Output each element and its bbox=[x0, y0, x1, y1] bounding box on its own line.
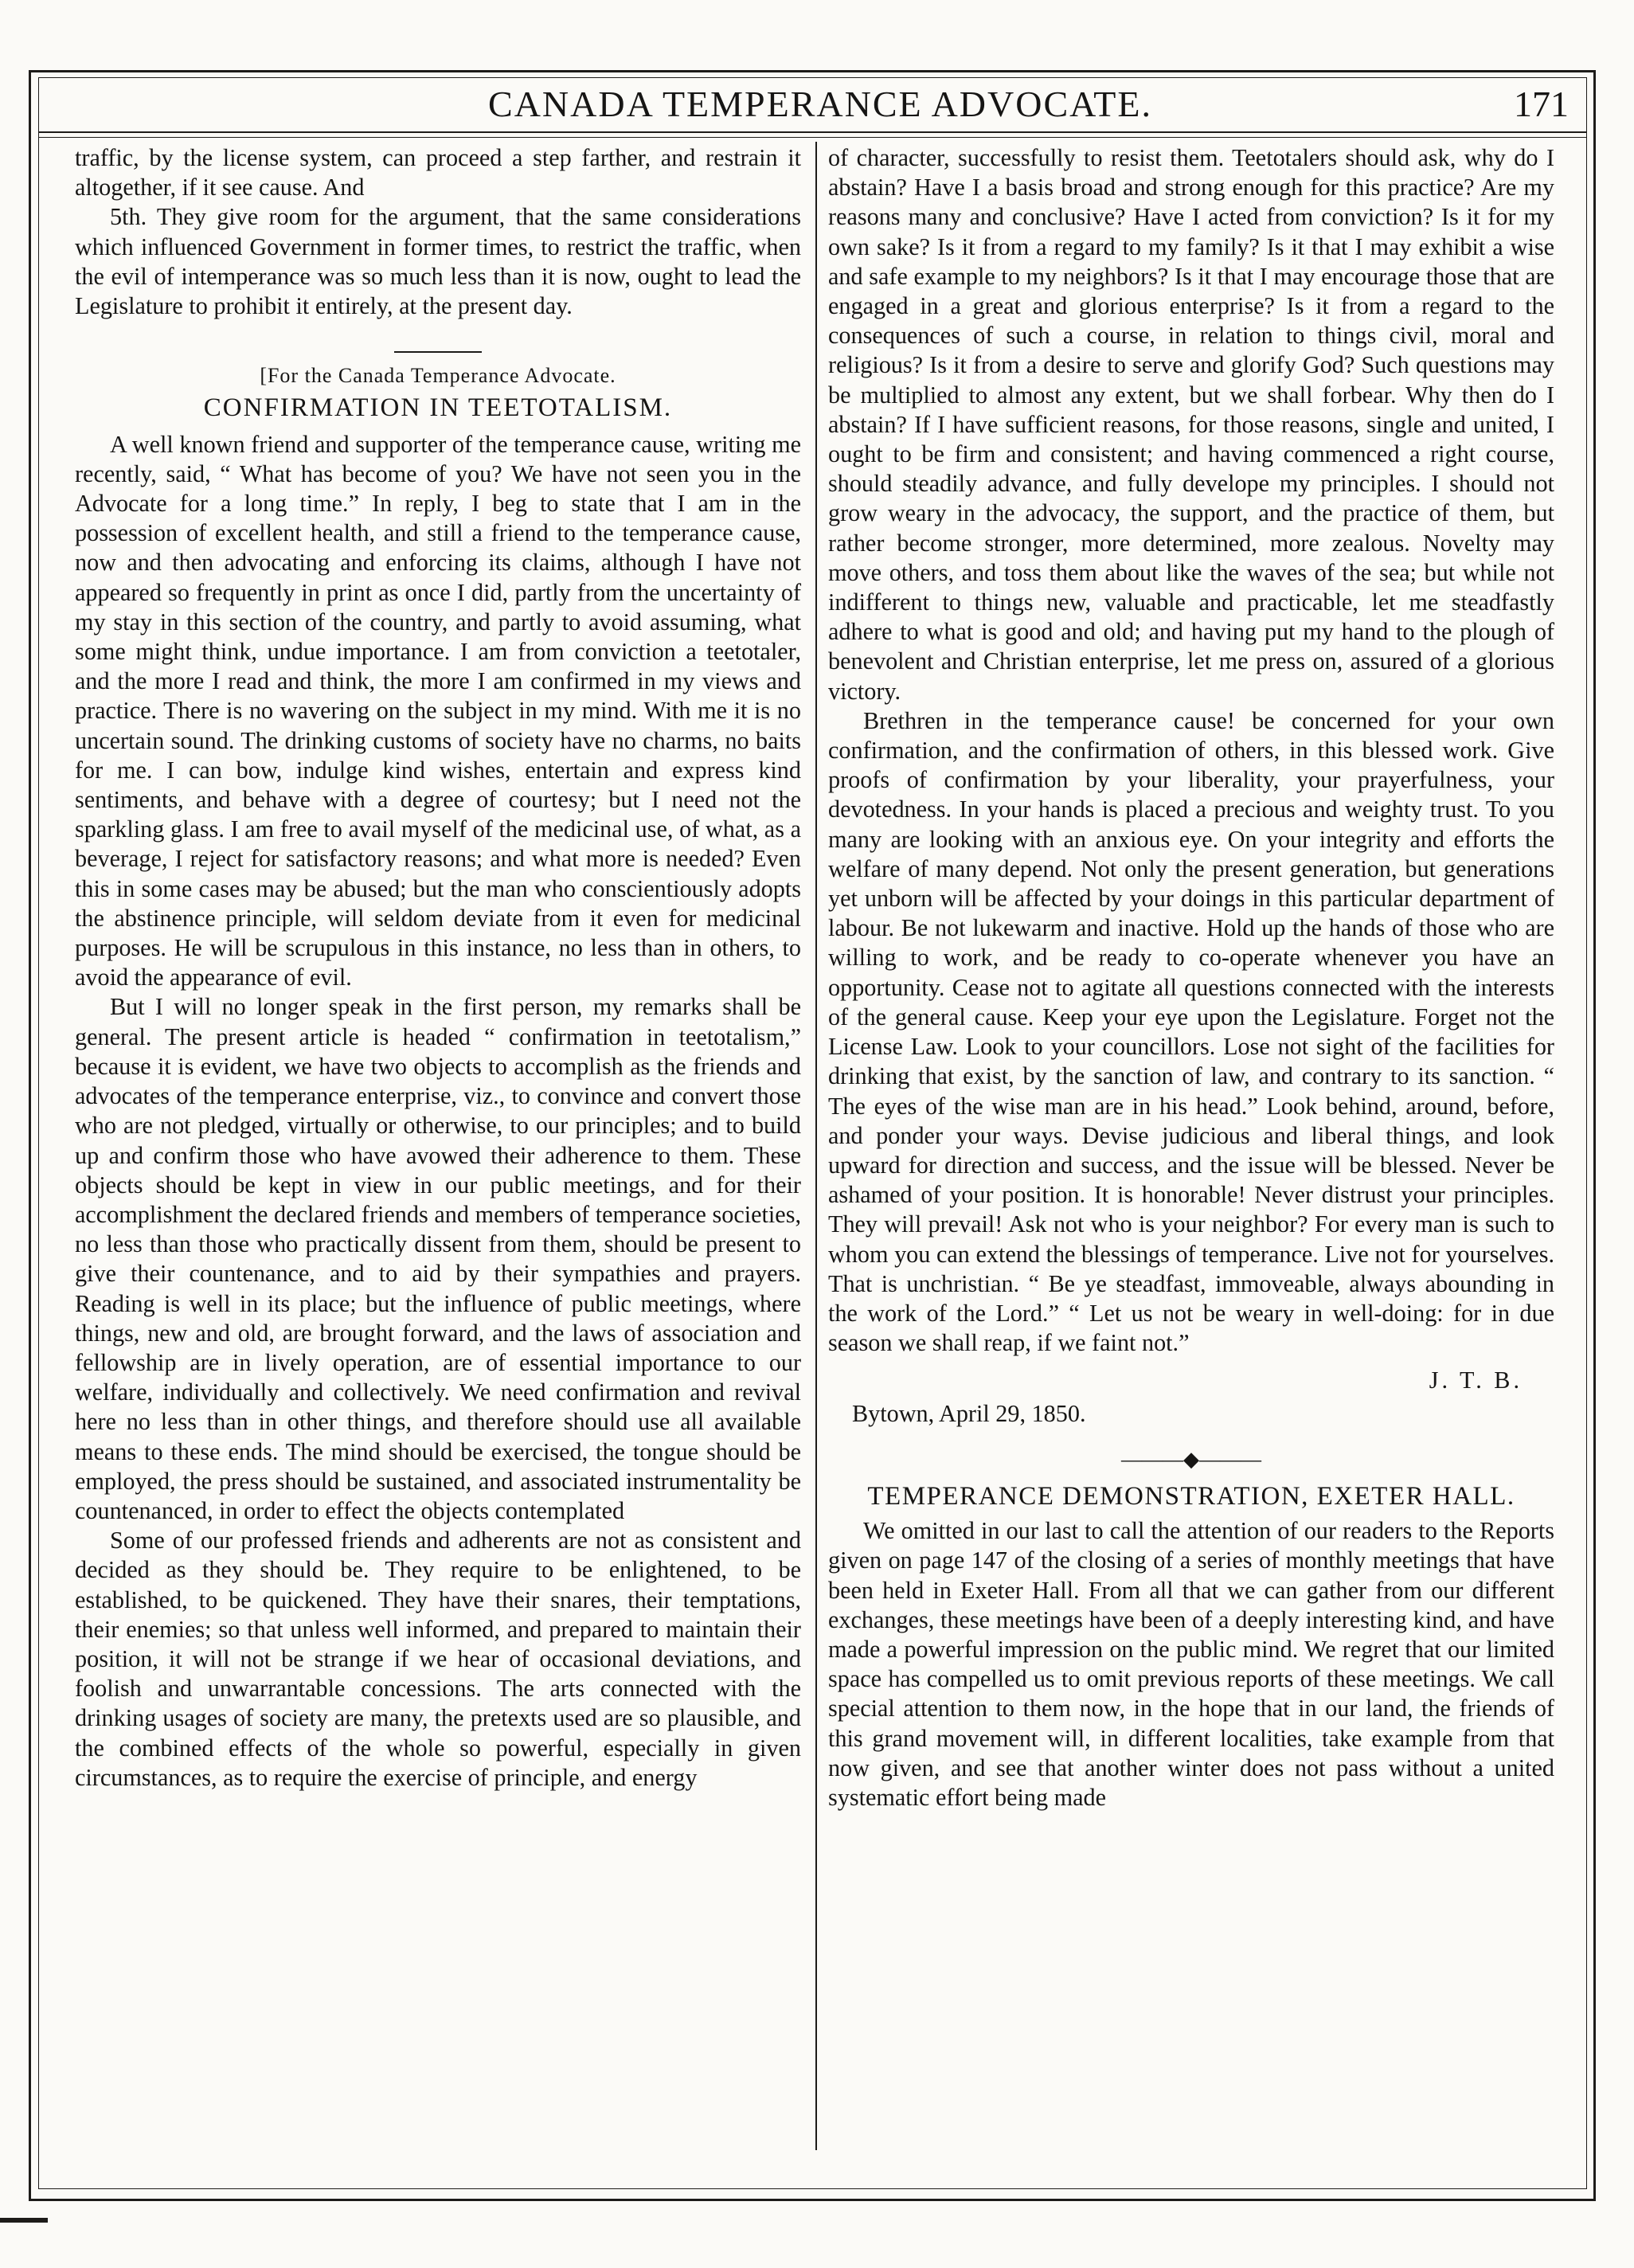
column-divider bbox=[815, 142, 817, 2150]
dateline: Bytown, April 29, 1850. bbox=[852, 1399, 1086, 1427]
ornamental-rule: ———◆——— bbox=[1121, 1447, 1261, 1471]
page-number: 171 bbox=[1514, 84, 1569, 124]
header-rule bbox=[38, 131, 1587, 133]
article-paragraph-continued: of character, successfully to resist them. Teetotalers should ask, why do I abstain? Have I a basis broad and strong enough for this practice? Are my reasons many and conclusive? Have I acted from conviction? Is it for my own sake? Is it from a regard to my family? Is it that I may exhibit a wise and safe example to my neighbors? Is it that I may encourage those that are engaged in a great and glorious enterprise? Is it from a regard to the consequences of such a course, in relation to things civil, moral and religious? Is it from a desire to serve and glorify God? Such questions may be multiplied to almost any extent, but we shall forbear. Why then do I abstain? If I have sufficient reasons, for those reasons, single and united, I ought to be firm and consistent; and having commenced a right course, should steadily advance, and fully develope my principles. I should not grow weary in the advocacy, the support, and the practice of them, but rather become stronger, more determined, more zealous. Novelty may move others, and toss them about like the waves of the sea; but while not indifferent to things new, valuable and practicable, let me steadfastly adhere to what is good and old; and having put my hand to the plough of benevolent and Christian enterprise, let me press on, assured of a glorious victory. bbox=[828, 144, 1554, 705]
right-column bbox=[828, 143, 1554, 1812]
header-rule-secondary bbox=[38, 137, 1587, 138]
article-heading: CONFIRMATION IN TEETOTALISM. bbox=[203, 393, 673, 423]
second-article-heading: TEMPERANCE DEMONSTRATION, EXETER HALL. bbox=[867, 1481, 1515, 1511]
scan-edge-mark bbox=[0, 2218, 48, 2223]
left-column bbox=[75, 143, 801, 1793]
article-paragraph: Some of our professed friends and adherents are not as consistent and decided as they should be. They require to be enlightened, to be established, to be quickened. They have their snares, their temptations, their enemies; so that unless well informed, and prepared to maintain their position, it will not be strange if we hear of occasional deviations, and foolish and unwarrantable concessions. The arts connected with the drinking usages of society are many, the pretexts used are so plausible, and the combined effects of the whole so powerful, especially in given circumstances, as to require the exercise of principle, and energy bbox=[75, 1527, 801, 1791]
article-paragraph: Brethren in the temperance cause! be concerned for your own confirmation, and the confirmation of others, in this blessed work. Give proofs of confirmation by your liberality, your prayerfulness, your devotedness. In your hands is placed a precious and weighty trust. To you many are looking with an anxious eye. On your integrity and efforts the welfare of many depend. Not only the present generation, but generations yet unborn will be affected by your doings in this particular department of labour. Be not lukewarm and inactive. Hold up the hands of those who are willing to work, and be ready to co-operate whenever you have an opportunity. Cease not to agitate all questions connected with the interests of the general cause. Keep your eye upon the Legislature. Forget not the License Law. Look to your councillors. Lose not sight of the facilities for drinking that exist, by the sanction of law, and contrary to its sanction. “ The eyes of the wise man are in his head.” Look behind, around, before, and ponder your ways. Devise judicious and liberal things, and look upward for direction and success, and the issue will be blessed. Never be ashamed of your position. It is honorable! Never distrust your principles. They will prevail! Ask not who is your neighbor? For every man is such to whom you can extend the blessings of temperance. Live not for yourselves. That is unchristian. “ Be ye steadfast, immoveable, always abounding in the work of the Lord.” “ Let us not be weary in well-doing: for in due season we shall reap, if we faint not.” bbox=[828, 706, 1554, 1357]
article-paragraph: A well known friend and supporter of the temperance cause, writing me recently, said, “ What has become of you? We have not seen you in the Advocate for a long time.” In reply, I beg to state that I am in the possession of excellent health, and still a friend to the temperance cause, now and then advocating and enforcing its claims, although I have not appeared so frequently in print as once I did, partly from the uncertainty of my stay in this section of the country, and partly to avoid assuming, what some might think, undue importance. I am from conviction a teetotaler, and the more I read and think, the more I am confirmed in my views and practice. There is no wavering on the subject in my mind. With me it is no uncertain sound. The drinking customs of society have no charms, no baits for me. I can bow, indulge kind wishes, entertain and express kind sentiments, and behave with a degree of courtesy; but I need not the sparkling glass. I am free to avail myself of the medicinal use, of what, as a beverage, I reject for satisfactory reasons; and what more is needed? Even this in some cases may be abused; but the man who conscientiously adopts the abstinence principle, will seldom deviate from it even for medicinal purposes. He will be scrupulous in this instance, no less than in others, to avoid the appearance of evil. bbox=[75, 430, 801, 991]
page-header bbox=[72, 81, 1569, 126]
article-paragraph: But I will no longer speak in the first person, my remarks shall be general. The present article is headed “ confirmation in teetotalism,” because it is evident, we have two objects to accomplish as the friends and advocates of the temperance enterprise, viz., to convince and convert those who are not pledged, virtually or otherwise, to our principles; and to build up and confirm those who have avowed their adherence to them. These objects should be kept in view in our public meetings, and for their accomplishment the declared friends and members of temperance societies, no less than those who practically dissent from them, should be present to give their countenance, and to aid by their sympathies and prayers. Reading is well in its place; but the influence of public meetings, where things, new and old, are brought forward, and the laws of association and fellowship are in lively operation, are of essential importance to our welfare, individually and collectively. We need confirmation and revival here no less than in other things, and therefore should use all available means to these ends. The mind should be exercised, the tongue should be employed, the press should be sustained, and associated instrumentality be countenanced, in order to effect the objects contemplated bbox=[75, 993, 801, 1524]
second-article-paragraph: We omitted in our last to call the attention of our readers to the Reports given on page 147 of the closing of a series of monthly meetings that have been held in Exeter Hall. From all that we can gather from our different exchanges, these meetings have been of a deeply interesting kind, and have made a powerful impression on the public mind. We regret that our limited space has compelled us to omit previous reports of these meetings. We call special attention to them now, in the hope that in our land, the friends of this grand movement will, in different localities, take example from that now given, and see that another winter does not pass without a united systematic effort being made bbox=[828, 1517, 1554, 1811]
source-note: [For the Canada Temperance Advocate. bbox=[260, 364, 616, 388]
continued-paragraph: traffic, by the license system, can proceed a step farther, and restrain it altogether, if it see cause. And bbox=[75, 144, 801, 201]
author-signature: J. T. B. bbox=[1429, 1367, 1523, 1394]
publication-title: CANADA TEMPERANCE ADVOCATE. bbox=[488, 84, 1152, 124]
paragraph-fifth-point: 5th. They give room for the argument, that the same considerations which influenced Government in former times, to restrict the traffic, when the evil of intemperance was so much less than it is now, ought to lead the Legislature to prohibit it entirely, at the present day. bbox=[75, 203, 801, 320]
section-separator bbox=[394, 351, 482, 353]
